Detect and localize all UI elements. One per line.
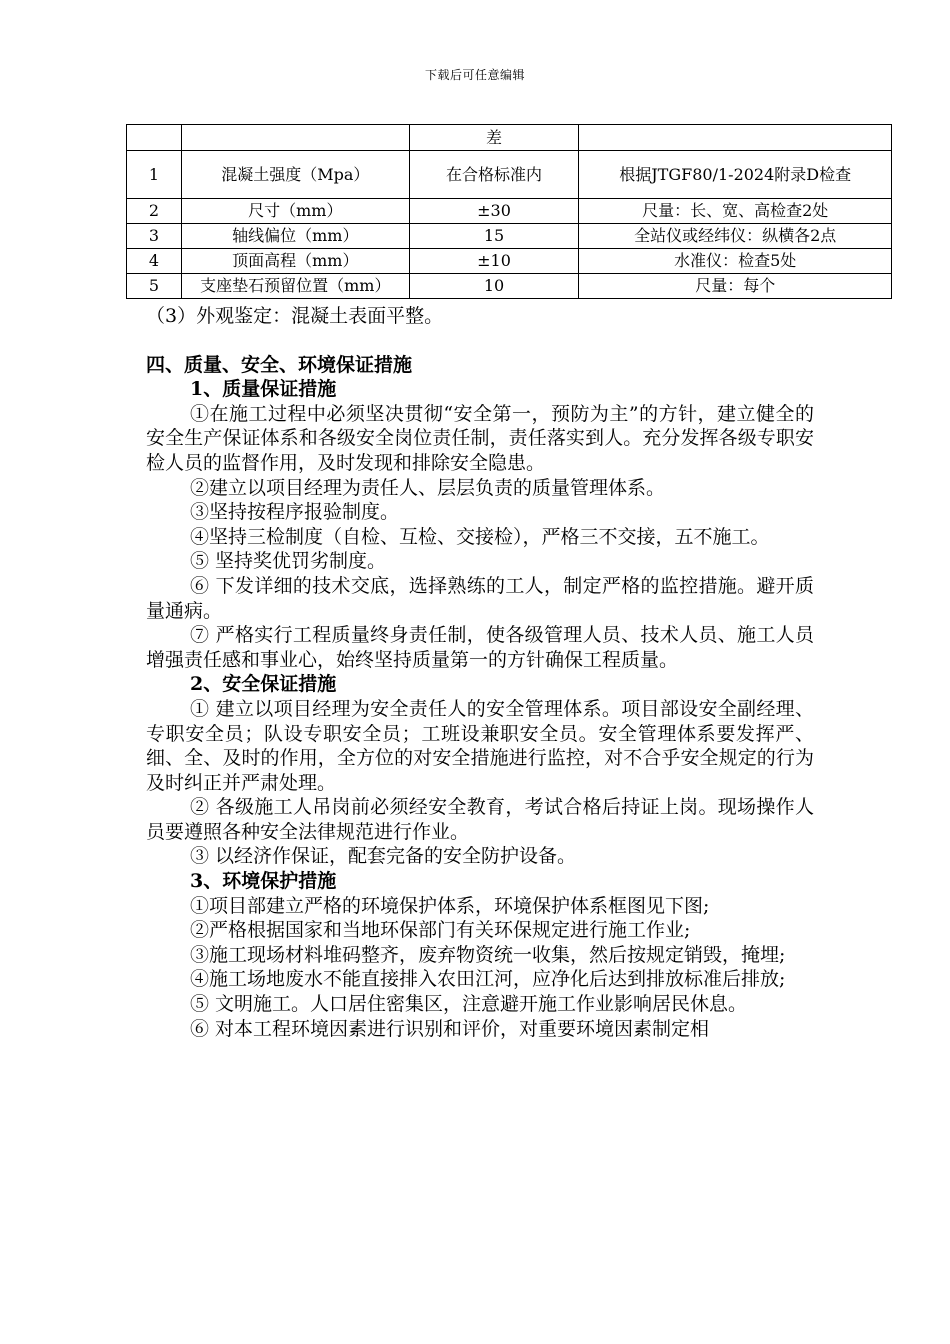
table-row (127, 151, 892, 199)
paragraph: ②严格根据国家和当地环保部门有关环保规定进行施工作业; (190, 919, 691, 942)
table-cell: 15 (409, 224, 579, 249)
paragraph: ⑥ 下发详细的技术交底，选择熟练的工人，制定严格的监控措施。避开质量通病。 (146, 574, 814, 622)
subsection-heading-safety: 2、安全保证措施 (190, 673, 337, 696)
table-row (127, 249, 892, 274)
table-cell: 混凝土强度（Mpa） (181, 151, 409, 199)
table-cell: 在合格标准内 (409, 151, 579, 199)
table-cell: 差 (409, 125, 579, 151)
table-cell: 水准仪：检查5处 (579, 249, 892, 274)
table-cell: 3 (127, 224, 182, 249)
table-row (127, 125, 892, 151)
table-cell: ±30 (409, 199, 579, 224)
subsection-heading-quality: 1、质量保证措施 (190, 378, 337, 401)
table-cell: 5 (127, 274, 182, 299)
paragraph: ③ 以经济作保证，配套完备的安全防护设备。 (190, 845, 577, 868)
table-cell: 根据JTGF80/1-2024附录D检查 (579, 151, 892, 199)
table-cell: 支座垫石预留位置（mm） (181, 274, 409, 299)
paragraph: ⑦ 严格实行工程质量终身责任制，使各级管理人员、技术人员、施工人员增强责任感和事业心，始终坚持质量第一的方针确保工程质量。 (146, 624, 814, 671)
paragraph: ③坚持按程序报验制度。 (190, 501, 400, 524)
paragraph: ① 建立以项目经理为安全责任人的安全管理体系。项目部设安全副经理、专职安全员；队设专职安全员；工班设兼职安全员。安全管理体系要发挥严、细、全、及时的作用，全方位的对安全措施进行监控，对不合乎安全规定的行为及时纠正并严肃处理。 (146, 697, 814, 794)
table-cell (181, 125, 409, 151)
section-heading: 四、质量、安全、环境保证措施 (146, 353, 413, 376)
table-row (127, 199, 892, 224)
table-cell: 顶面高程（mm） (181, 249, 409, 274)
appearance-note: （3）外观鉴定：混凝土表面平整。 (146, 305, 444, 327)
paragraph: ④坚持三检制度（自检、互检、交接检），严格三不交接，五不施工。 (190, 525, 770, 548)
paragraph: ①在施工过程中必须坚决贯彻“安全第一，预防为主”的方针，建立健全的安全生产保证体系和各级安全岗位责任制，责任落实到人。充分发挥各级专职安检人员的监督作用，及时发现和排除安全隐患。 (146, 402, 814, 474)
table-cell: 全站仪或经纬仪：纵横各2点 (579, 224, 892, 249)
paragraph: ⑤ 文明施工。人口居住密集区，注意避开施工作业影响居民休息。 (190, 993, 748, 1016)
paragraph: ②建立以项目经理为责任人、层层负责的质量管理体系。 (190, 476, 666, 499)
table-row (127, 224, 892, 249)
paragraph: ④施工场地废水不能直接排入农田江河，应净化后达到排放标准后排放; (190, 968, 786, 991)
table-cell: 1 (127, 151, 182, 199)
table-cell: 尺量：长、宽、高检查2处 (579, 199, 892, 224)
table-cell: 尺量：每个 (579, 274, 892, 299)
paragraph: ①项目部建立严格的环境保护体系，环境保护体系框图见下图; (190, 894, 710, 917)
table-cell (579, 125, 892, 151)
document-body (146, 304, 814, 1041)
table-row (127, 274, 892, 299)
table-cell: 轴线偏位（mm） (181, 224, 409, 249)
table-cell: ±10 (409, 249, 579, 274)
table-cell: 2 (127, 199, 182, 224)
table-cell (127, 125, 182, 151)
paragraph: ⑥ 对本工程环境因素进行识别和评价，对重要环境因素制定相 (190, 1017, 710, 1040)
paragraph: ② 各级施工人吊岗前必须经安全教育，考试合格后持证上岗。现场操作人员要遵照各种安全法律规范进行作业。 (146, 796, 814, 843)
table-cell: 尺寸（mm） (181, 199, 409, 224)
paragraph: ⑤ 坚持奖优罚劣制度。 (190, 550, 387, 573)
subsection-heading-environment: 3、环境保护措施 (190, 870, 337, 893)
inspection-table (126, 124, 892, 299)
paragraph: ③施工现场材料堆码整齐，废弃物资统一收集，然后按规定销毁，掩埋; (190, 943, 786, 966)
page-header: 下载后可任意编辑 (424, 68, 525, 82)
table-cell: 10 (409, 274, 579, 299)
table-cell: 4 (127, 249, 182, 274)
